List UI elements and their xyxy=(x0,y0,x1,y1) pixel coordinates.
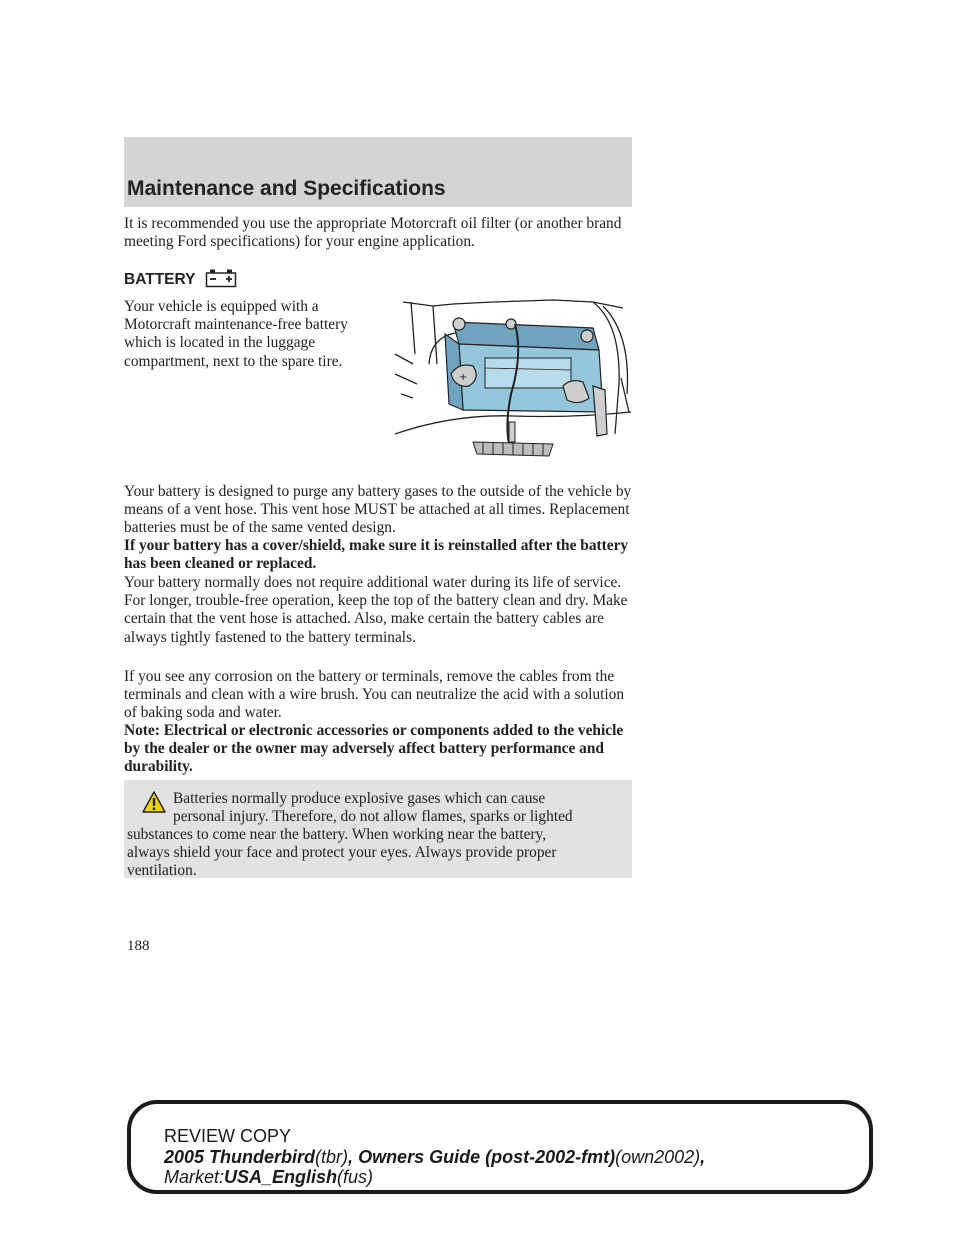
corrosion-paragraph: If you see any corrosion on the battery or terminals, remove the cables from the terminals and clean with a wire brush. You can neutralize the acid with a solution of baking soda and water. xyxy=(124,668,625,722)
footer-separator: , xyxy=(700,1147,706,1167)
footer-separator: , xyxy=(348,1147,354,1167)
footer-market-line xyxy=(164,1167,373,1188)
battery-intro-line: compartment, next to the spare tire. xyxy=(124,352,343,370)
warning-triangle-icon xyxy=(142,791,166,813)
warning-text-line: Batteries normally produce explosive gases which can cause xyxy=(173,790,546,807)
footer-market-code: (fus) xyxy=(337,1167,374,1187)
warning-text-line: substances to come near the battery. When working near the battery, xyxy=(127,826,547,843)
battery-intro-line: Motorcraft maintenance-free battery xyxy=(124,316,348,334)
svg-text:+: + xyxy=(459,372,468,383)
battery-heading: BATTERY xyxy=(124,271,196,288)
battery-intro xyxy=(124,298,384,371)
footer-guide: Owners Guide (post-2002-fmt) xyxy=(358,1147,616,1167)
battery-intro-line: which is located in the luggage xyxy=(124,334,316,352)
battery-illustration xyxy=(393,294,633,466)
footer-model-code: (tbr) xyxy=(315,1147,349,1167)
review-copy-label: REVIEW COPY xyxy=(164,1126,292,1146)
footer-document-line xyxy=(164,1147,705,1168)
intro-paragraph: It is recommended you use the appropriate Motorcraft oil filter (or another brand meeting Ford specifications) for your engine application. xyxy=(124,215,622,251)
warning-text-line: always shield your face and protect your eyes. Always provide proper xyxy=(127,844,557,861)
note-paragraph: Note: Electrical or electronic accessories or components added to the vehicle by the dealer or the owner may adversely affect battery performance and durability. xyxy=(124,722,624,776)
battery-terminals-icon xyxy=(205,268,237,288)
warning-text-line: personal injury. Therefore, do not allow flames, sparks or lighted xyxy=(173,808,573,825)
warning-text-line: ventilation. xyxy=(127,862,197,879)
footer-model: 2005 Thunderbird xyxy=(164,1147,316,1167)
section-title: Maintenance and Specifications xyxy=(127,177,446,200)
footer-market-label: Market: xyxy=(164,1167,225,1187)
page-number: 188 xyxy=(127,938,150,954)
water-paragraph: Your battery normally does not require additional water during its life of service. For longer, trouble-free operation, keep the top of the battery clean and dry. Make certain that the vent hose is attached. Also, make certain the battery cables are always tightly fastened to the battery terminals. xyxy=(124,574,628,646)
cover-shield-paragraph: If your battery has a cover/shield, make sure it is reinstalled after the battery has been cleaned or replaced. xyxy=(124,537,629,573)
footer-market: USA_English xyxy=(224,1167,338,1187)
vent-hose-paragraph: Your battery is designed to purge any battery gases to the outside of the vehicle by means of a vent hose. This vent hose MUST be attached at all times. Replacement batteries must be of the same vented design. xyxy=(124,483,632,537)
battery-intro-line: Your vehicle is equipped with a xyxy=(124,298,319,315)
footer-guide-code: (own2002) xyxy=(615,1147,701,1167)
